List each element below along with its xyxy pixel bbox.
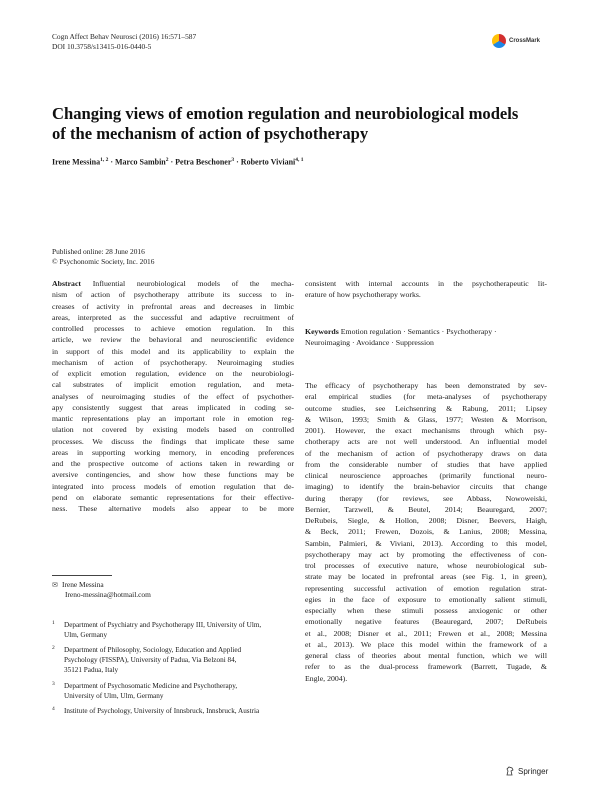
abstract-line: aversive contingencies, and show how these functions may be [52,470,294,480]
abstract-continued [305,278,547,301]
author-separator: · [168,157,176,167]
abstract-line: areas, interpreted as the successful and adaptive recruitment of [52,312,294,322]
body-line: of the mechanism of action of psychotherapy draws on data [305,448,547,458]
author-affil-sup: 2 [165,157,169,163]
body-line: emotionally negative features (Beauregard, 2007; DeRubeis [305,617,547,627]
body-line: refer to as the dual-process framework (Barrett, Tugade, & [305,662,547,672]
author-name: Irene Messina [52,157,101,167]
body-line: outcome studies, see Leichsenring & Rabung, 2011; Lipsey [305,403,547,413]
affiliation-number: 3 [52,681,55,687]
abstract-line: ness. These alternative models also appear to be more [52,504,294,513]
abstract-line: mechanism of action of psychotherapy. Neuroimaging studies [52,357,294,367]
affiliation-line: Department of Psychosomatic Medicine and Psychotherapy, [64,682,238,690]
body-line: DeRubeis, Siegle, & Hollon, 2008; Disner, Beevers, Haigh, [305,516,547,525]
author-affil-sup: 1, 2 [100,157,109,163]
body-line: trol processes of executive nature, whose neurobiological sub- [305,561,547,570]
affiliation [52,645,297,675]
body-line: The efficacy of psychotherapy has been demonstrated by sev- [305,381,547,390]
abstract-line: areas in supporting working memory, in encoding preferences [52,447,294,457]
body-line: especially when these stimuli possess anxiogenic or other [305,606,547,615]
affiliation [52,706,297,716]
author-list [52,155,542,168]
body-line: egies in the face of exposure to emotionally salient stimuli, [305,594,547,604]
title-line: Changing views of emotion regulation and neurobiological models [52,104,519,123]
abstract-line: consistent with internal accounts in the psychotherapeutic lit- [305,279,547,288]
abstract-line [52,278,294,289]
doi[interactable]: DOI 10.3758/s13415-016-0440-5 [52,42,152,51]
affiliation-line: Psychology (FISSPA), University of Padua, Via Belzoni 84, [64,656,237,664]
abstract-line: integrated into process models of emotion regulation that de- [52,481,294,491]
abstract-line: controlled processes to achieve emotion regulation. In this [52,324,294,333]
crossmark-icon [492,34,506,48]
abstract-line: mantic representations play an important role in emotion reg- [52,414,294,423]
author-name: Petra Beschoner [175,157,232,167]
author-separator: · [234,157,241,167]
body-line: chotherapy acts are not well understood. An influential model [305,437,547,447]
body-line: psychotherapy may act by promoting the effectiveness of con- [305,549,547,559]
affiliation-number: 1 [52,620,55,626]
envelope-icon: ✉ [52,581,58,589]
body-line: Sambin, Palmieri, & Viviani, 2013). According to this model, [305,538,547,548]
keywords-list: Emotion regulation · Semantics · Psychotherapy · [338,327,497,336]
body-line: eral empirical studies (for meta-analyses of psychotherapy [305,392,547,402]
body-line: & Wilson, 1993; Smith & Glass, 1977; Westen & Morrison, [305,414,547,424]
contact-name: Irene Messina [62,580,104,589]
body-line: strate may be located in prefrontal areas (see Fig. 1, in green), [305,572,547,582]
body-line: & Beck, 2011; Frewen, Dozois, & Lanius, 2008; Messina, [305,527,547,537]
abstract-line: analyses of neuroimaging studies of the effect of psychother- [52,391,294,401]
keywords-line [305,326,547,337]
affiliation [52,681,297,701]
body-line: general class of theories about mental function, which we will [305,651,547,660]
keywords-label: Keywords [305,327,339,336]
body-line: representing successful activation of emotion regulation strat- [305,583,547,593]
body-line: et al., 2013). We place this model within the framework of a [305,639,547,649]
abstract-line: of explicit emotion regulation, evidence on the neurobiologi- [52,369,294,378]
body-line: during therapy (for reviews, see Abbass, Nowoweiski, [305,493,547,503]
abstract-line: article, we review the behavioral and neuroscientific evidence [52,335,294,345]
springer-horse-icon [505,766,515,776]
published-date: Published online: 28 June 2016 [52,247,145,256]
publisher-logo [505,766,548,776]
body-line: clinical neuroscience approaches (primarily functional neuro- [305,471,547,480]
affiliation-number: 2 [52,645,55,651]
abstract [52,278,294,514]
contact-email[interactable]: Ireno-messina@hotmail.com [65,590,151,599]
abstract-line: in support of this model and its applicability to explain the [52,346,294,356]
article-title [52,104,542,144]
running-header [52,32,196,52]
affiliation-line: 35121 Padua, Italy [64,666,119,674]
author-separator: · [108,157,115,167]
abstract-line: nism of action of psychotherapy attribute its success to in- [52,290,294,300]
affiliation-line: Institute of Psychology, University of Innsbruck, Innsbruck, Austria [64,707,260,715]
abstract-line: ulation not covered by existing models based on controlled [52,425,294,435]
keywords [305,326,547,349]
crossmark-label: CrossMark [509,38,541,44]
crossmark-badge[interactable] [492,33,546,49]
body-line: Engle, 2004). [305,673,348,683]
abstract-line: creases of activity in prefrontal areas and decreases in limbic [52,301,294,311]
publication-info [52,247,154,267]
title-line: of the mechanism of action of psychotherapy [52,124,369,143]
body-line: imaging) to identify the brain-behavior circuits that change [305,482,547,492]
keywords-line: Neuroimaging · Avoidance · Suppression [305,338,434,348]
publisher-name: Springer [518,766,549,776]
abstract-label: Abstract [52,279,82,288]
abstract-line: cal substrates of implicit emotion regulation, and meta- [52,380,294,390]
body-text [305,380,547,684]
journal-citation: Cogn Affect Behav Neurosci (2016) 16:571–587 [52,32,197,41]
affiliation-line: Ulm, Germany [64,631,108,639]
body-line: et al., 2008; Disner et al., 2011; Frewen et al., 2008; Messina [305,628,547,638]
abstract-first-line: Influential neurobiological models of the mecha- [81,279,294,288]
author-affil-sup: 3 [231,157,235,163]
author-name: Marco Sambin [115,157,166,167]
abstract-line: pend on elaborate semantic representations for their effective- [52,492,294,502]
author-affil-sup: 4, 1 [295,157,304,163]
author-name: Roberto Viviani [240,157,296,167]
abstract-line: apy consistently suggest that areas implicated in coding se- [52,402,294,412]
body-line: from the considerable number of studies that have applied [305,459,547,469]
corresponding-author [52,580,151,600]
abstract-line: and the prospective outcome of actions taken in rewarding or [52,459,294,468]
affiliation [52,620,297,640]
affiliation-number: 4 [52,706,55,712]
body-line: 2001). However, the exact mechanisms through which psy- [305,426,547,435]
abstract-line: processes. We discuss the findings that implicate these same [52,436,294,446]
footnote-divider [52,575,112,576]
affiliation-line: Department of Psychiatry and Psychotherapy III, University of Ulm, [64,621,262,629]
abstract-line: erature of how psychotherapy works. [305,290,421,300]
affiliation-line: Department of Philosophy, Sociology, Education and Applied [64,646,242,654]
copyright-notice: © Psychonomic Society, Inc. 2016 [52,257,155,266]
body-line: Bernier, Tarzwell, & Beutel, 2014; Beauregard, 2007; [305,504,547,514]
affiliation-line: University of Ulm, Ulm, Germany [64,692,164,700]
